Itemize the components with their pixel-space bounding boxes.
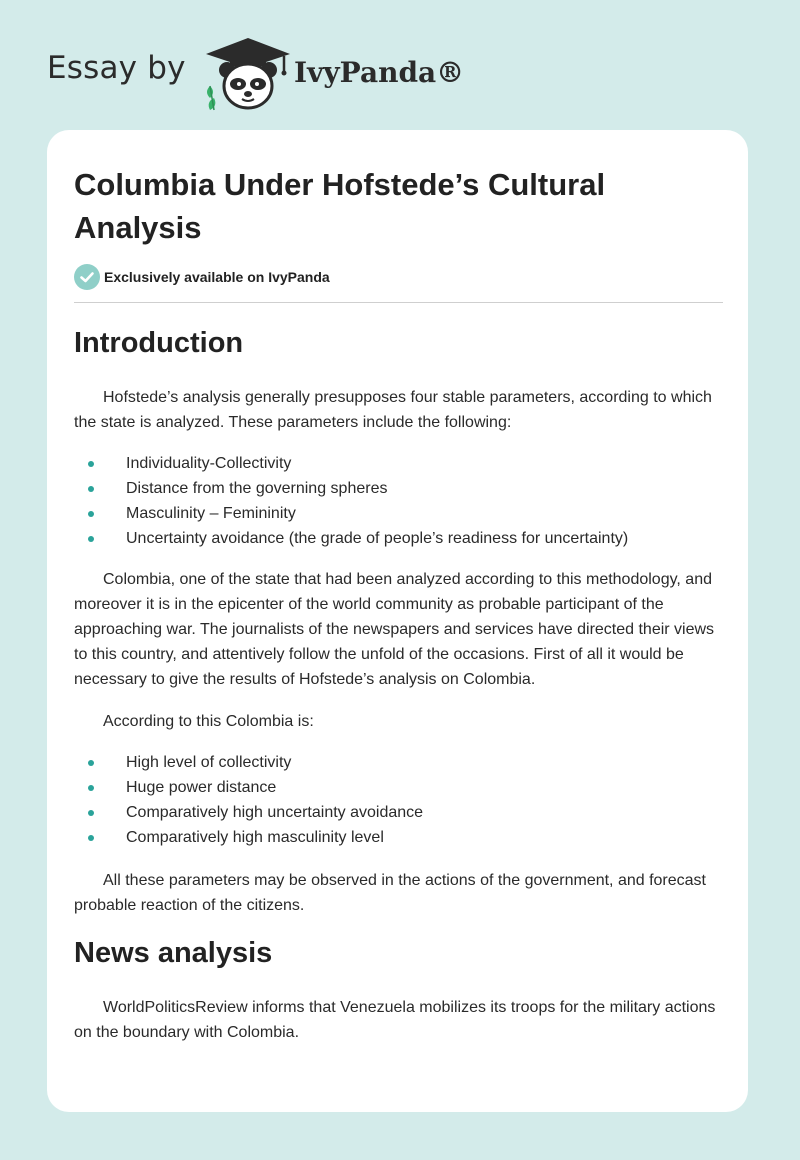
parameters-list [74,451,714,551]
paragraph: Hofstede’s analysis generally presupposes four stable parameters, according to which the state is analyzed. These parameters include the following: [74,389,712,431]
paragraph: WorldPoliticsReview informs that Venezuela mobilizes its troops for the military actions on the boundary with Colombia. [74,999,716,1041]
brand-name[interactable]: IvyPanda® [294,56,465,89]
list-item: Masculinity – Femininity [74,501,714,526]
bullet-icon [88,760,94,766]
site-header [0,0,800,128]
paragraph: According to this Colombia is: [103,713,314,730]
list-item: High level of collectivity [74,750,714,775]
bullet-icon [88,785,94,791]
check-circle-icon [74,264,100,290]
bullet-icon [88,835,94,841]
section-heading-introduction: Introduction [74,327,244,359]
list-item: Comparatively high masculinity level [74,825,714,850]
list-item: Uncertainty avoidance (the grade of people’s readiness for uncertainty) [74,526,714,551]
badge-text: Exclusively available on IvyPanda [104,269,330,285]
section-heading-news-analysis: News analysis [74,937,273,969]
divider [74,302,723,303]
bullet-icon [88,536,94,542]
bullet-icon [88,511,94,517]
colombia-results-list [74,750,714,850]
paragraph: Colombia, one of the state that had been analyzed according to this methodology, and moreover it is in the epicenter of the world community as probable participant of the approaching war. The journalists of the newspapers and services have directed their views to this country, and attentively follow the unfold of the occasions. First of all it would be necessary to give the results of Hofstede’s analysis on Colombia. [74,571,715,688]
list-item: Comparatively high uncertainty avoidance [74,800,714,825]
article-card [47,130,748,1112]
list-item: Huge power distance [74,775,714,800]
brand-prefix: Essay by [47,50,186,86]
bullet-icon [88,810,94,816]
list-item: Distance from the governing spheres [74,476,714,501]
panda-graduate-icon[interactable] [200,36,296,112]
exclusive-badge [74,263,330,291]
paragraph: All these parameters may be observed in the actions of the government, and forecast probable reaction of the citizens. [74,872,706,914]
bullet-icon [88,461,94,467]
bullet-icon [88,486,94,492]
article-title: Columbia Under Hofstede’s Cultural Analysis [74,167,606,245]
list-item: Individuality-Collectivity [74,451,714,476]
